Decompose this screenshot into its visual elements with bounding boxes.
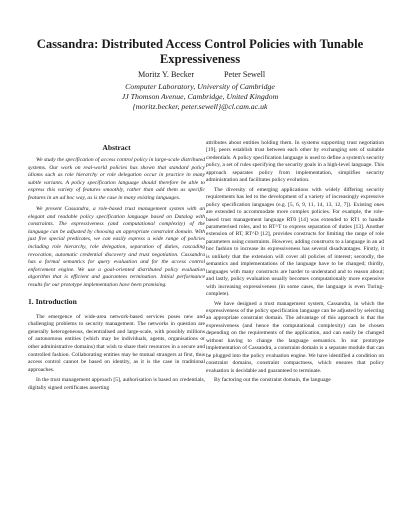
author-becker: Moritz Y. Becker (138, 70, 195, 79)
author-sewell: Peter Sewell (224, 70, 266, 79)
abstract-paragraph-2: We present Cassandra, a role-based trust management system with an elegant and readable policy specification language based on Datalog with constraints. The expressiveness (and computational complexity) of the language can be adjusted by choosing an appropriate constraint domain. With just five special predicates, we can easily express a wide range of policies including role hierarchy, role delegation, separation of duties, cascading revocation, automatic credential discovery and trust negotiation. Cassandra has a formal semantics for query evaluation and for the access control enforcement engine. We use a goal-oriented distributed policy evaluation algorithm that is efficient and guarantees termination. Initial performance results for our prototype implementation have been promising. (28, 206, 205, 288)
right-paragraph-3: We have designed a trust management system, Cassandra, in which the expressiveness of the policy specification language can be adjusted by selecting an appropriate constraint domain. The advantage of this approach is that the expressiveness (and hence the computational complexity) can be chosen depending on the requirements of the application, and can easily be changed without having to change the language semantics. In our prototype implementation of Cassandra, a constraint domain is a separate module that can be plugged into the policy evaluation engine. We have identified a condition on constraint domains, constraint compactness, which ensures that policy evaluation is decidable and guaranteed to terminate. (206, 300, 384, 374)
affiliation-institution: Computer Laboratory, University of Cambridge (125, 82, 275, 91)
right-paragraph-4: By factoring out the constraint domain, the language (214, 377, 331, 384)
introduction-heading: 1. Introduction (28, 296, 77, 306)
abstract-heading: Abstract (102, 143, 131, 152)
author-names (0, 70, 400, 82)
abstract-paragraph-1: We study the specification of access control policy in large-scale distributed systems. Our work on real-world policies has shown that standard policy idioms such as role hierarchy or role delegation occur in practice in many subtle variants. A policy specification language should therefore be able to express this variety of features smoothly, rather than add them as specific features in an ad hoc way, as is the case in many existing languages. (28, 157, 205, 201)
right-column (206, 140, 384, 385)
intro-paragraph-1: The emergence of wide-area network-based services poses new and challenging problems to security management. The networks in question are generally heterogeneous, decentralised and large-scale, with possibly millions of autonomous entities (which may be individuals, agents, organisations or other administrative domains) that wish to share their resources in a secure and controlled fashion. Collaborating entities may be mutual strangers at first, thus access control cannot be based on identity, as it is the case in traditional approaches. (28, 313, 205, 373)
right-paragraph-2: The diversity of emerging applications with widely differing security requirements has led to the development of a variety of increasingly expressive policy specification languages (e.g. [5, 6, 9, 11, 14, 13, 12, 7]). Existing ones are extended to accommodate more complex policies. For example, the role-based trust management language RT0 [14] was extended to RT1 to handle parameterised roles, and to RT^T to express separation of duties [13]. Another extension of RT, RT^D [12], provides constructs for limiting the range of role parameters using constraints. However, adding constructs to a language in an ad hoc fashion to increase its expressiveness has several disadvantages. Firstly, it is unlikely that the extension will cover all policies of interest; secondly, the semantics and implementations of the language have to be changed; thirdly, languages with many constructs are harder to understand and to reason about; and lastly, policy evaluation usually becomes computationally more expensive with increasing expressiveness (in some cases, the language is even Turing-complete). (206, 186, 384, 298)
paper-title: Cassandra: Distributed Access Control Policies with Tunable Expressiveness (36, 37, 364, 66)
affiliation-emails: {moritz.becker, peter.sewell}@cl.cam.ac.uk (132, 102, 268, 112)
right-paragraph-1: attributes about entities holding them. In systems supporting trust negotiation [19], peers establish trust between each other by exchanging sets of suitable credentials. A policy specification language is used to define a system's security policy, a set of rules specifying the security goals in a high-level language. This approach separates policy from implementation, simplifies security administration and facilitates policy evolution. (206, 140, 384, 184)
left-column (28, 140, 205, 393)
intro-paragraph-2: In the trust management approach [5], authorisation is based on credentials, digitally signed certificates asserting (28, 377, 205, 391)
affiliation-address: JJ Thomson Avenue, Cambridge, United Kingdom (121, 92, 279, 102)
affiliation (20, 82, 380, 113)
